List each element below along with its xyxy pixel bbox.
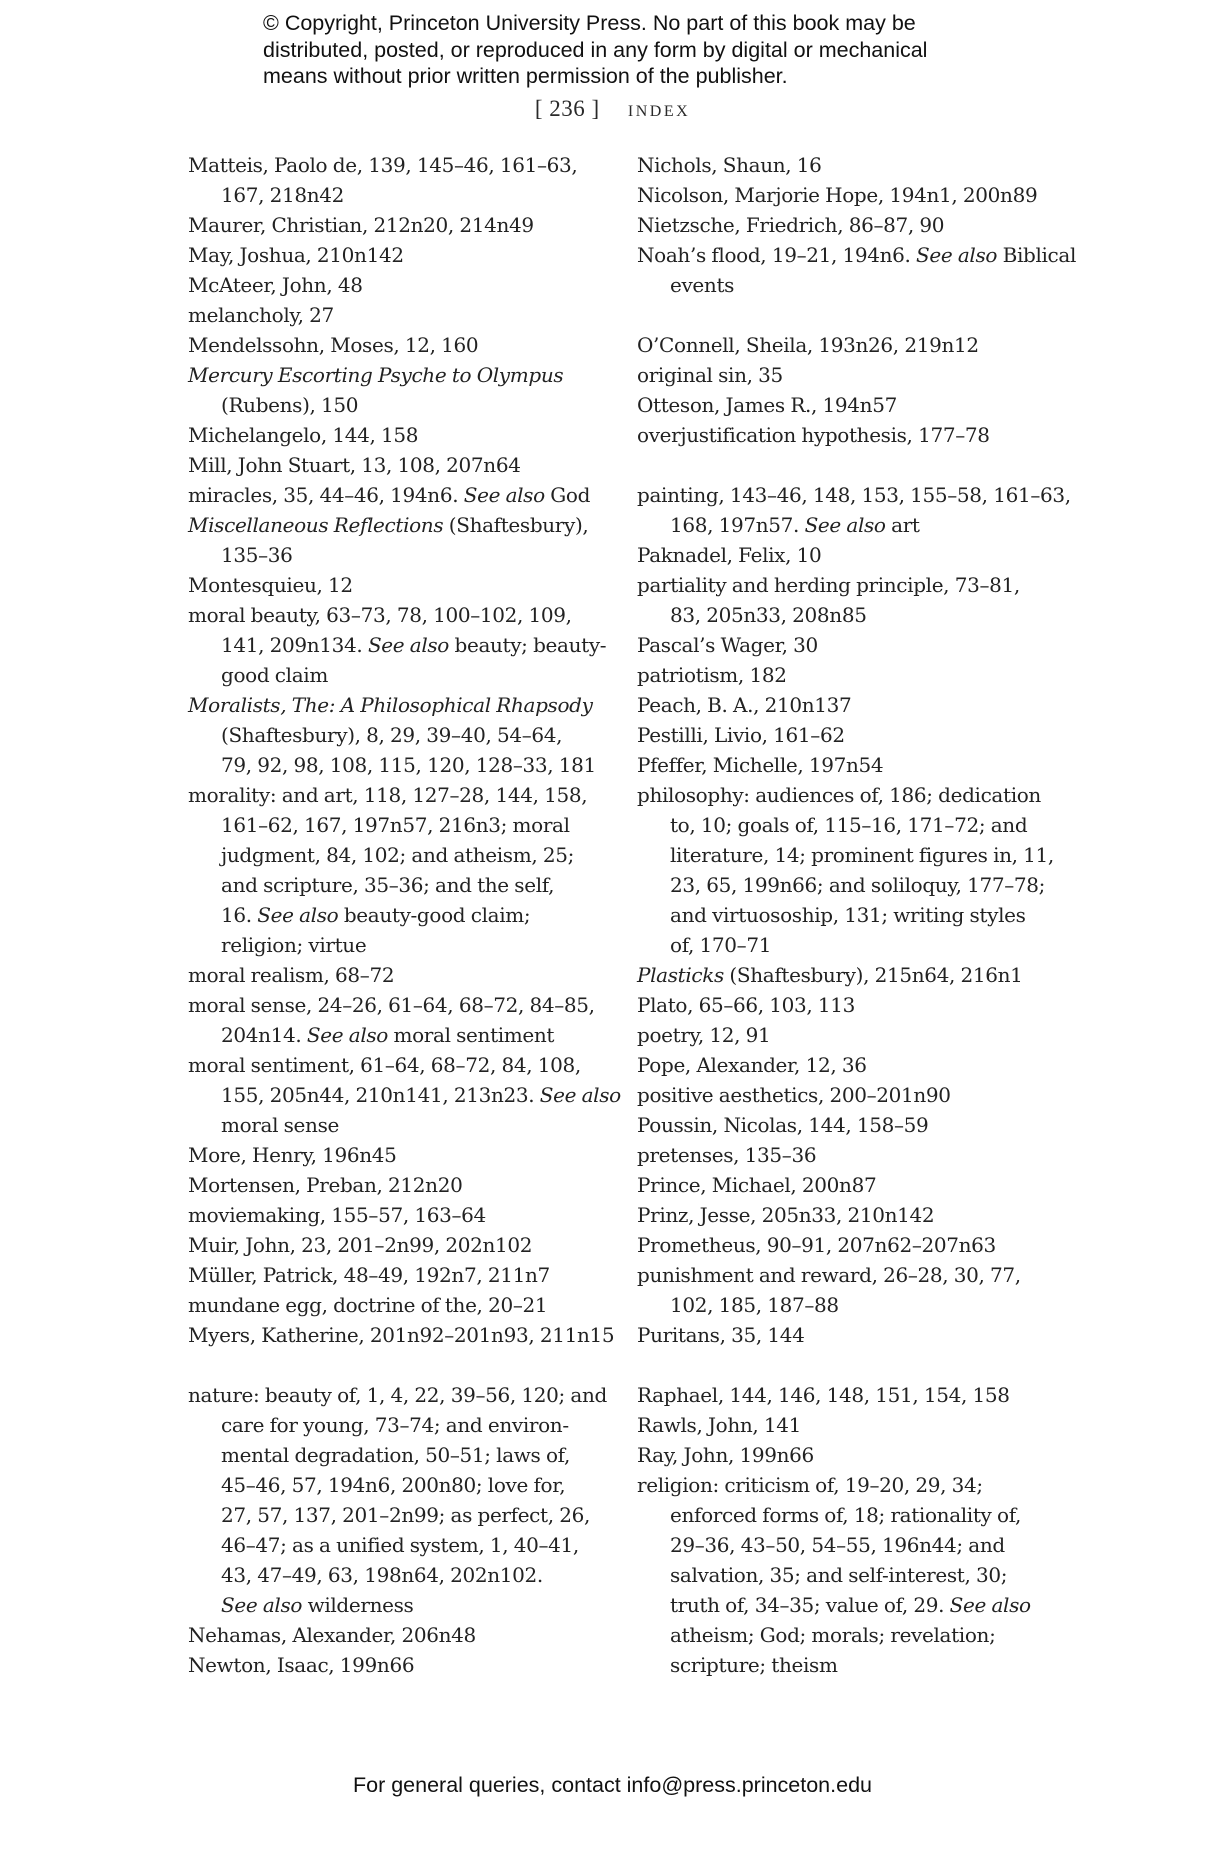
index-text: 168, 197n57. [670, 513, 805, 537]
index-entry-turnover-line [188, 1020, 618, 1050]
index-entry-line [188, 150, 618, 180]
index-text: Pope, Alexander, 12, 36 [637, 1053, 867, 1077]
index-text: (Shaftesbury), 8, 29, 39–40, 54–64, [221, 723, 563, 747]
index-text: Mendelssohn, Moses, 12, 160 [188, 333, 479, 357]
index-entry-line [188, 600, 618, 630]
index-text: Nichols, Shaun, 16 [637, 153, 822, 177]
index-entry-line [637, 210, 1077, 240]
index-text: scripture; theism [670, 1653, 838, 1677]
index-entry-line [637, 1470, 1077, 1500]
index-entry-line [188, 480, 618, 510]
index-text: of, 170–71 [670, 933, 772, 957]
index-italic-text: See also [306, 1023, 388, 1047]
index-text: positive aesthetics, 200–201n90 [637, 1083, 951, 1107]
index-text: care for young, 73–74; and environ- [221, 1413, 569, 1437]
letter-group-gap [188, 1350, 618, 1380]
index-italic-text: Mercury Escorting Psyche to Olympus [188, 363, 564, 387]
index-entry-line [637, 660, 1077, 690]
index-text: O’Connell, Sheila, 193n26, 219n12 [637, 333, 979, 357]
index-entry-line [637, 180, 1077, 210]
index-text: patriotism, 182 [637, 663, 787, 687]
index-entry-turnover-line [188, 1080, 621, 1110]
index-entry-turnover-line [637, 900, 1077, 930]
index-entry-line [188, 330, 618, 360]
index-text: Peach, B. A., 210n137 [637, 693, 852, 717]
index-entry-line [637, 960, 1077, 990]
index-entry-turnover-line [637, 600, 1077, 630]
index-entry-line [188, 570, 618, 600]
index-entry-line [637, 1200, 1077, 1230]
index-entry-line [188, 1260, 618, 1290]
index-italic-text: See also [367, 633, 449, 657]
index-entry-turnover-line [188, 930, 618, 960]
index-entry-line [188, 1140, 618, 1170]
index-entry-turnover-line [637, 870, 1077, 900]
index-entry-turnover-line [637, 930, 1077, 960]
index-entry-line [188, 210, 618, 240]
index-italic-text: Moralists, The: A Philosophical Rhapsody [188, 693, 593, 717]
index-text: Plato, 65–66, 103, 113 [637, 993, 856, 1017]
index-text: 16. [221, 903, 258, 927]
index-text: 102, 185, 187–88 [670, 1293, 839, 1317]
index-entry-line [637, 720, 1077, 750]
index-text: mundane egg, doctrine of the, 20–21 [188, 1293, 548, 1317]
index-text: 29–36, 43–50, 54–55, 196n44; and [670, 1533, 1005, 1557]
footer-contact: For general queries, contact info@press.princeton.edu [352, 1773, 872, 1797]
index-italic-text: See also [257, 903, 339, 927]
index-entry-line [188, 690, 618, 720]
index-entry-line [188, 780, 618, 810]
index-entry-line [637, 1380, 1077, 1410]
index-entry-line [637, 240, 1077, 270]
index-italic-text: See also [463, 483, 545, 507]
index-text: Biblical [997, 243, 1077, 267]
index-text: God [544, 483, 591, 507]
index-text: moral sense, 24–26, 61–64, 68–72, 84–85, [188, 993, 595, 1017]
index-entry-line [637, 420, 1077, 450]
index-entry-turnover-line [188, 1470, 618, 1500]
index-text: Rawls, John, 141 [637, 1413, 802, 1437]
index-text: Poussin, Nicolas, 144, 158–59 [637, 1113, 929, 1137]
index-entry-turnover-line [188, 750, 618, 780]
page-number: [ 236 ] [534, 96, 600, 121]
index-text: original sin, 35 [637, 363, 783, 387]
index-entry-turnover-line [637, 1560, 1077, 1590]
index-text: Müller, Patrick, 48–49, 192n7, 211n7 [188, 1263, 550, 1287]
index-italic-text: See also [539, 1083, 621, 1107]
index-entry-turnover-line [637, 1500, 1077, 1530]
index-italic-text: See also [221, 1593, 303, 1617]
index-entry-line [637, 750, 1077, 780]
index-text: Mill, John Stuart, 13, 108, 207n64 [188, 453, 521, 477]
index-entry-line [188, 1650, 618, 1680]
index-entry-line [188, 270, 618, 300]
index-entry-turnover-line [188, 1590, 618, 1620]
index-entry-line [637, 690, 1077, 720]
index-entry-line [637, 1050, 1077, 1080]
index-entry-turnover-line [637, 1620, 1077, 1650]
index-text: to, 10; goals of, 115–16, 171–72; and [670, 813, 1028, 837]
index-text: Paknadel, Felix, 10 [637, 543, 822, 567]
index-text: partiality and herding principle, 73–81, [637, 573, 1020, 597]
index-text: 204n14. [221, 1023, 307, 1047]
index-text: Nicolson, Marjorie Hope, 194n1, 200n89 [637, 183, 1038, 207]
index-text: moral realism, 68–72 [188, 963, 395, 987]
index-text: Pfeffer, Michelle, 197n54 [637, 753, 884, 777]
index-text: punishment and reward, 26–28, 30, 77, [637, 1263, 1021, 1287]
index-text: More, Henry, 196n45 [188, 1143, 397, 1167]
index-text: miracles, 35, 44–46, 194n6. [188, 483, 464, 507]
index-entry-line [637, 1140, 1077, 1170]
index-entry-line [188, 960, 618, 990]
index-italic-text: See also [916, 243, 998, 267]
index-entry-turnover-line [188, 1440, 618, 1470]
index-column-right [637, 150, 1077, 1680]
index-entry-line [637, 480, 1077, 510]
index-entry-line [188, 300, 618, 330]
index-entry-turnover-line [188, 1410, 618, 1440]
index-entry-line [637, 1020, 1077, 1050]
index-text: 79, 92, 98, 108, 115, 120, 128–33, 181 [221, 753, 596, 777]
index-text: Mortensen, Preban, 212n20 [188, 1173, 463, 1197]
index-text: Maurer, Christian, 212n20, 214n49 [188, 213, 534, 237]
index-entry-line [188, 240, 618, 270]
index-text: and scripture, 35–36; and the self, [221, 873, 555, 897]
index-text: religion: criticism of, 19–20, 29, 34; [637, 1473, 983, 1497]
index-italic-text: Miscellaneous Reflections [188, 513, 444, 537]
index-text: Prince, Michael, 200n87 [637, 1173, 877, 1197]
index-entry-line [637, 1410, 1077, 1440]
copyright-line: © Copyright, Princeton University Press. No part of this book may be [263, 11, 916, 35]
index-entry-line [637, 540, 1077, 570]
index-entry-turnover-line [637, 270, 1077, 300]
index-text: moral sentiment, 61–64, 68–72, 84, 108, [188, 1053, 581, 1077]
index-entry-line [637, 1080, 1077, 1110]
index-text: truth of, 34–35; value of, 29. [670, 1593, 950, 1617]
index-entry-line [637, 570, 1077, 600]
index-entry-turnover-line [188, 390, 618, 420]
index-text: 46–47; as a unified system, 1, 40–41, [221, 1533, 579, 1557]
index-entry-line [188, 1170, 618, 1200]
index-text: Muir, John, 23, 201–2n99, 202n102 [188, 1233, 533, 1257]
index-entry-line [637, 1230, 1077, 1260]
index-text: enforced forms of, 18; rationality of, [670, 1503, 1022, 1527]
index-text: Nietzsche, Friedrich, 86–87, 90 [637, 213, 945, 237]
index-entry-line [637, 1260, 1077, 1290]
index-entry-turnover-line [188, 1530, 618, 1560]
index-text: art [885, 513, 920, 537]
index-column-left [188, 150, 621, 1680]
index-text: pretenses, 135–36 [637, 1143, 817, 1167]
index-text: nature: beauty of, 1, 4, 22, 39–56, 120; and [188, 1383, 607, 1407]
index-text: (Rubens), 150 [221, 393, 359, 417]
index-text: atheism; God; morals; revelation; [670, 1623, 996, 1647]
index-entry-turnover-line [637, 840, 1077, 870]
index-entry-line [637, 1170, 1077, 1200]
index-text: wilderness [302, 1593, 414, 1617]
index-entry-turnover-line [188, 1560, 618, 1590]
index-text: 161–62, 167, 197n57, 216n3; moral [221, 813, 570, 837]
index-text: (Shaftesbury), 215n64, 216n1 [723, 963, 1023, 987]
index-text: 23, 65, 199n66; and soliloquy, 177–78; [670, 873, 1046, 897]
index-entry-line [188, 1620, 618, 1650]
index-text: Prinz, Jesse, 205n33, 210n142 [637, 1203, 935, 1227]
index-text: moviemaking, 155–57, 163–64 [188, 1203, 486, 1227]
index-text: Michelangelo, 144, 158 [188, 423, 419, 447]
index-entry-line [637, 150, 1077, 180]
index-entry-line [188, 510, 618, 540]
index-text: Ray, John, 199n66 [637, 1443, 814, 1467]
index-entry-line [637, 330, 1077, 360]
index-text: Matteis, Paolo de, 139, 145–46, 161–63, [188, 153, 578, 177]
index-entry-line [188, 360, 618, 390]
index-entry-turnover-line [188, 1500, 618, 1530]
index-text: Prometheus, 90–91, 207n62–207n63 [637, 1233, 996, 1257]
index-text: religion; virtue [221, 933, 367, 957]
index-text: 43, 47–49, 63, 198n64, 202n102. [221, 1563, 543, 1587]
index-text: Nehamas, Alexander, 206n48 [188, 1623, 476, 1647]
index-text: good claim [221, 663, 328, 687]
letter-group-gap [637, 450, 1077, 480]
index-entry-line [637, 780, 1077, 810]
index-text: salvation, 35; and self-interest, 30; [670, 1563, 1008, 1587]
index-entry-line [637, 1320, 1077, 1350]
index-text: 141, 209n134. [221, 633, 368, 657]
index-text: philosophy: audiences of, 186; dedication [637, 783, 1041, 807]
index-text: 83, 205n33, 208n85 [670, 603, 867, 627]
index-entry-turnover-line [637, 1290, 1077, 1320]
index-entry-line [188, 990, 618, 1020]
index-entry-line [188, 1050, 618, 1080]
index-text: 45–46, 57, 194n6, 200n80; love for, [221, 1473, 566, 1497]
index-entry-line [637, 990, 1077, 1020]
index-text: literature, 14; prominent figures in, 11, [670, 843, 1054, 867]
index-entry-line [188, 1380, 618, 1410]
index-text: 135–36 [221, 543, 293, 567]
index-entry-turnover-line [188, 180, 618, 210]
index-entry-turnover-line [188, 660, 618, 690]
index-text: beauty-good claim; [338, 903, 531, 927]
index-entry-line [188, 1230, 618, 1260]
index-entry-turnover-line [637, 810, 1077, 840]
index-text: beauty; beauty- [449, 633, 607, 657]
index-entry-turnover-line [188, 540, 618, 570]
index-text: poetry, 12, 91 [637, 1023, 771, 1047]
index-text: Pascal’s Wager, 30 [637, 633, 818, 657]
index-entry-line [188, 450, 618, 480]
section-name: index [627, 96, 691, 121]
index-italic-text: See also [949, 1593, 1031, 1617]
index-entry-turnover-line [188, 840, 618, 870]
index-entry-turnover-line [188, 720, 618, 750]
index-text: judgment, 84, 102; and atheism, 25; [221, 843, 574, 867]
index-entry-turnover-line [637, 1590, 1077, 1620]
index-text: Montesquieu, 12 [188, 573, 353, 597]
index-text: 167, 218n42 [221, 183, 345, 207]
index-entry-turnover-line [188, 870, 618, 900]
index-text: 155, 205n44, 210n141, 213n23. [221, 1083, 540, 1107]
index-entry-turnover-line [637, 1650, 1077, 1680]
index-text: 27, 57, 137, 201–2n99; as perfect, 26, [221, 1503, 590, 1527]
index-text: Raphael, 144, 146, 148, 151, 154, 158 [637, 1383, 1010, 1407]
index-text: and virtuosoship, 131; writing styles [670, 903, 1026, 927]
running-head [0, 96, 1225, 122]
index-italic-text: Plasticks [637, 963, 724, 987]
index-entry-line [188, 1200, 618, 1230]
index-entry-line [188, 1320, 618, 1350]
index-text: Myers, Katherine, 201n92–201n93, 211n15 [188, 1323, 615, 1347]
letter-group-gap [637, 1350, 1077, 1380]
index-text: moral sense [221, 1113, 339, 1137]
index-entry-turnover-line [188, 900, 618, 930]
copyright-notice [263, 10, 1023, 90]
index-italic-text: See also [804, 513, 886, 537]
index-text: overjustification hypothesis, 177–78 [637, 423, 990, 447]
index-text: Noah’s flood, 19–21, 194n6. [637, 243, 917, 267]
index-text: moral beauty, 63–73, 78, 100–102, 109, [188, 603, 572, 627]
index-text: Otteson, James R., 194n57 [637, 393, 897, 417]
index-text: Pestilli, Livio, 161–62 [637, 723, 845, 747]
index-entry-line [637, 1110, 1077, 1140]
index-text: (Shaftesbury), [443, 513, 589, 537]
index-text: Puritans, 35, 144 [637, 1323, 805, 1347]
index-entry-line [637, 390, 1077, 420]
index-text: mental degradation, 50–51; laws of, [221, 1443, 571, 1467]
index-entry-line [188, 420, 618, 450]
index-text: morality: and art, 118, 127–28, 144, 158, [188, 783, 588, 807]
index-entry-line [188, 1290, 618, 1320]
index-entry-line [637, 360, 1077, 390]
index-text: melancholy, 27 [188, 303, 334, 327]
index-text: May, Joshua, 210n142 [188, 243, 404, 267]
index-entry-line [637, 630, 1077, 660]
index-text: Newton, Isaac, 199n66 [188, 1653, 415, 1677]
index-entry-turnover-line [188, 810, 618, 840]
index-text: McAteer, John, 48 [188, 273, 363, 297]
index-entry-turnover-line [188, 1110, 618, 1140]
index-text: moral sentiment [387, 1023, 555, 1047]
copyright-line: distributed, posted, or reproduced in any form by digital or mechanical [263, 37, 928, 62]
index-text: events [670, 273, 735, 297]
index-entry-turnover-line [637, 510, 1077, 540]
index-entry-line [637, 1440, 1077, 1470]
letter-group-gap [637, 300, 1077, 330]
index-text: painting, 143–46, 148, 153, 155–58, 161–63, [637, 483, 1071, 507]
index-entry-turnover-line [637, 1530, 1077, 1560]
index-entry-turnover-line [188, 630, 618, 660]
copyright-line: means without prior written permission of the publisher. [263, 64, 788, 88]
